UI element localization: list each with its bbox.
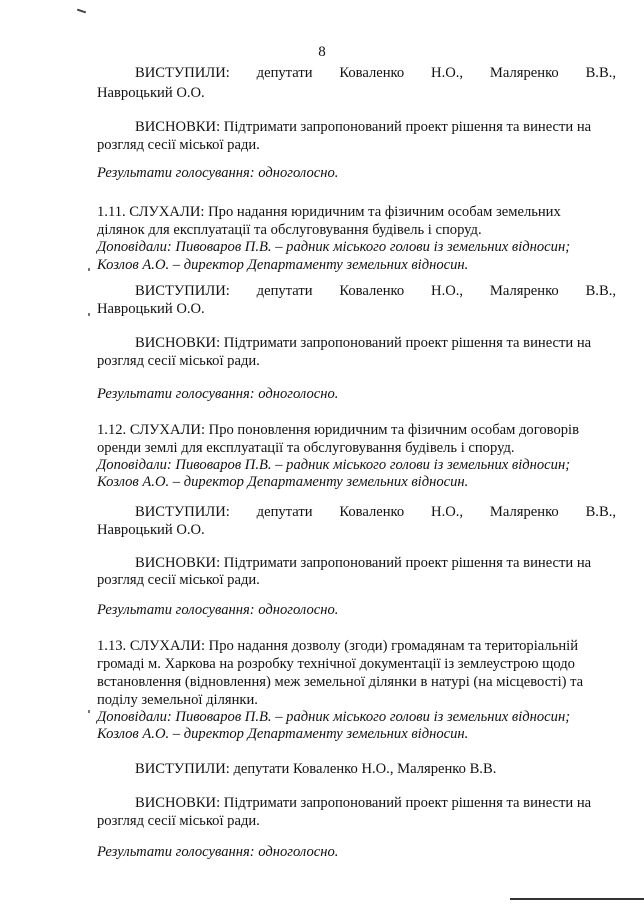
spoke-word: Н.О., bbox=[431, 65, 464, 81]
scan-speck bbox=[88, 710, 90, 713]
spoke-continuation: Навроцький О.О. bbox=[97, 301, 205, 317]
spoke-word: В.В., bbox=[585, 283, 616, 299]
spoke-continuation: Навроцький О.О. bbox=[97, 522, 205, 538]
vote-result: Результати голосування: одноголосно. bbox=[97, 844, 339, 860]
spoke-word: Коваленко bbox=[339, 504, 405, 520]
heard-line: 1.13. СЛУХАЛИ: Про надання дозволу (згоди) громадянам та територіальній bbox=[97, 638, 579, 654]
heard-line: 1.12. СЛУХАЛИ: Про поновлення юридичним та фізичним особам договорів bbox=[97, 422, 579, 438]
spoke-label: ВИСТУПИЛИ: bbox=[135, 283, 230, 299]
spoke-line bbox=[97, 282, 616, 300]
speakers-line: Козлов А.О. – директор Департаменту земельних відносин. bbox=[97, 474, 469, 490]
conclusion-line: розгляд сесії міської ради. bbox=[97, 572, 260, 588]
speakers-line: Козлов А.О. – директор Департаменту земельних відносин. bbox=[97, 726, 469, 742]
spoke-word: Коваленко bbox=[339, 283, 405, 299]
spoke-word: Н.О., bbox=[431, 283, 464, 299]
spoke-continuation: Навроцький О.О. bbox=[97, 85, 205, 101]
spoke-word: В.В., bbox=[585, 65, 616, 81]
bottom-rule bbox=[510, 898, 644, 900]
spoke-line bbox=[97, 503, 616, 521]
heard-line: встановлення (відновлення) меж земельної ділянки в натурі (на місцевості) та bbox=[97, 674, 584, 690]
heard-line: поділу земельної ділянки. bbox=[97, 692, 258, 708]
vote-result: Результати голосування: одноголосно. bbox=[97, 602, 339, 618]
spoke-word: Маляренко bbox=[489, 504, 559, 520]
heard-line: оренди землі для експлуатації та обслуговування будівель і споруд. bbox=[97, 440, 515, 456]
spoke-line: ВИСТУПИЛИ: депутати Коваленко Н.О., Маляренко В.В. bbox=[135, 761, 497, 777]
conclusion-line: розгляд сесії міської ради. bbox=[97, 353, 260, 369]
spoke-word: депутати bbox=[256, 65, 313, 81]
spoke-word: Коваленко bbox=[339, 65, 405, 81]
vote-result: Результати голосування: одноголосно. bbox=[97, 165, 339, 181]
spoke-word: депутати bbox=[256, 283, 313, 299]
speakers-line: Доповідали: Пивоваров П.В. – радник міського голови із земельних відносин; bbox=[97, 709, 571, 725]
page-number: 8 bbox=[318, 44, 326, 60]
conclusion-line: ВИСНОВКИ: Підтримати запропонований проект рішення та винести на bbox=[135, 119, 592, 135]
heard-line: ділянок для експлуатації та обслуговування будівель і споруд. bbox=[97, 222, 482, 238]
heard-line: 1.11. СЛУХАЛИ: Про надання юридичним та фізичним особам земельних bbox=[97, 204, 561, 220]
conclusion-line: розгляд сесії міської ради. bbox=[97, 137, 260, 153]
spoke-label: ВИСТУПИЛИ: bbox=[135, 504, 230, 520]
conclusion-line: ВИСНОВКИ: Підтримати запропонований проект рішення та винести на bbox=[135, 335, 592, 351]
conclusion-line: розгляд сесії міської ради. bbox=[97, 813, 260, 829]
spoke-word: Н.О., bbox=[431, 504, 464, 520]
scan-speck bbox=[88, 268, 90, 271]
vote-result: Результати голосування: одноголосно. bbox=[97, 386, 339, 402]
speakers-line: Козлов А.О. – директор Департаменту земельних відносин. bbox=[97, 257, 469, 273]
spoke-word: депутати bbox=[256, 504, 313, 520]
speakers-line: Доповідали: Пивоваров П.В. – радник міського голови із земельних відносин; bbox=[97, 457, 571, 473]
conclusion-line: ВИСНОВКИ: Підтримати запропонований проект рішення та винести на bbox=[135, 795, 592, 811]
speakers-line: Доповідали: Пивоваров П.В. – радник міського голови із земельних відносин; bbox=[97, 239, 571, 255]
spoke-label: ВИСТУПИЛИ: bbox=[135, 65, 230, 81]
scan-mark bbox=[77, 9, 86, 14]
scan-speck bbox=[88, 313, 90, 316]
heard-line: громаді м. Харкова на розробку технічної документації із землеустрою щодо bbox=[97, 656, 575, 672]
spoke-word: Маляренко bbox=[489, 65, 559, 81]
spoke-word: Маляренко bbox=[489, 283, 559, 299]
spoke-line bbox=[97, 64, 616, 82]
spoke-word: В.В., bbox=[585, 504, 616, 520]
conclusion-line: ВИСНОВКИ: Підтримати запропонований проект рішення та винести на bbox=[135, 555, 592, 571]
